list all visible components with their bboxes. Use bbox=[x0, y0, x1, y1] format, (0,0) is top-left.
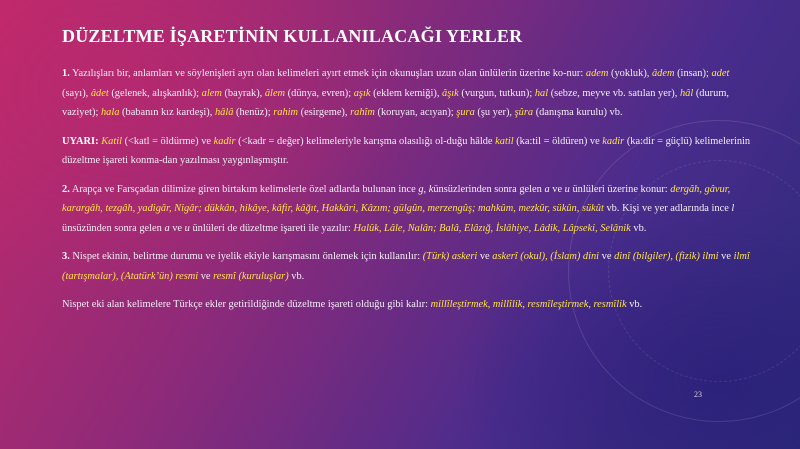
letter-italic: u bbox=[564, 183, 570, 195]
text-span: ünsüzünden sonra gelen bbox=[62, 222, 165, 234]
text-span: ve bbox=[169, 222, 185, 234]
text-span: (insan); bbox=[674, 68, 712, 79]
text-span: (şu yer), bbox=[474, 107, 515, 118]
text-span: (sayı), bbox=[62, 87, 91, 99]
paragraph-3 bbox=[62, 247, 752, 286]
text-span: ve bbox=[718, 251, 734, 262]
text-span: ve bbox=[549, 183, 565, 195]
text-span: (eklem kemiği), bbox=[370, 87, 443, 99]
text-span: (durum, vaziyet); bbox=[62, 87, 730, 118]
text-span: (ka:til = öldüren) ve bbox=[513, 135, 603, 147]
warning-label: UYARI: bbox=[62, 135, 99, 147]
text-span: ünsüzlerinden sonra gelen bbox=[433, 183, 545, 195]
letter-italic: a bbox=[544, 183, 550, 195]
paragraph-1 bbox=[62, 64, 752, 123]
example-word: âdet bbox=[90, 87, 109, 99]
text-span: (esirgeme), bbox=[298, 107, 351, 118]
slide-title: DÜZELTME İŞARETİNİN KULLANILACAĞI YERLER bbox=[62, 26, 523, 46]
text-span: (dünya, evren); bbox=[285, 87, 354, 99]
text-span: ve bbox=[198, 270, 214, 282]
text-span: (danışma kurulu) vb. bbox=[533, 107, 623, 118]
letter-italic: l bbox=[731, 203, 735, 214]
example-list: millîleştirmek, millîlik, resmîleştirmek, resmîlik bbox=[430, 299, 627, 310]
text-span: Arapça ve Farsçadan dilimize giren birtakım kelimelerle özel adlarda bulunan ince bbox=[69, 183, 419, 195]
example-word: âşık bbox=[442, 87, 459, 99]
text-span: (ka:dir = güçlü) kelimelerinin düzeltme işareti konma-dan yazılması yaygınlaşmıştır. bbox=[62, 135, 751, 166]
example-word: adet bbox=[711, 68, 730, 79]
item-number: 1. bbox=[62, 68, 70, 79]
example-word: hâlâ bbox=[214, 107, 234, 118]
example-word: şûra bbox=[514, 107, 534, 118]
example-word: alem bbox=[201, 87, 222, 99]
example-word: (Türk) askeri bbox=[422, 251, 478, 262]
example-word: hala bbox=[100, 107, 120, 118]
text-span: (bayrak), bbox=[221, 87, 265, 99]
text-span: (vurgun, tutkun); bbox=[458, 87, 535, 99]
example-word: kadir bbox=[602, 135, 625, 147]
example-word: şura bbox=[456, 107, 475, 118]
example-word: askerî (okul), (İslam) dini bbox=[492, 251, 600, 262]
text-span: (henüz); bbox=[233, 107, 274, 118]
paragraph-2 bbox=[62, 180, 752, 239]
text-span: ünlüleri üzerine konur: bbox=[569, 183, 671, 195]
example-word: aşık bbox=[353, 87, 371, 99]
item-number: 3. bbox=[62, 251, 70, 262]
item-number: 2. bbox=[62, 183, 70, 195]
text-span: (babanın kız kardeşi), bbox=[119, 107, 215, 118]
letter-italic: u bbox=[184, 222, 190, 234]
example-word: resmî (kuruluşlar) bbox=[213, 270, 289, 282]
text-span: ünlüleri de düzeltme işareti ile yazılır: bbox=[189, 222, 354, 234]
example-word: kadir bbox=[213, 135, 236, 147]
text-span: vb. bbox=[288, 270, 305, 282]
text-span: Nispet eki alan kelimelere Türkçe ekler getirildiğinde düzeltme işareti olduğu gibi kalır: bbox=[62, 299, 431, 310]
paragraph-4 bbox=[62, 295, 752, 315]
text-span: (<kadr = değer) kelimeleriyle karışma olasılığı ol-duğu hâlde bbox=[235, 135, 496, 147]
page-number: 23 bbox=[694, 390, 702, 399]
text-span: (<katl = öldürme) ve bbox=[121, 135, 214, 147]
text-span: , bbox=[423, 183, 429, 195]
example-word: adem bbox=[585, 68, 609, 79]
example-word: Katil bbox=[101, 135, 122, 147]
example-word: hal bbox=[534, 87, 549, 99]
example-word: katil bbox=[495, 135, 514, 147]
warning-paragraph bbox=[62, 132, 752, 171]
text-span: vb. bbox=[626, 299, 643, 310]
example-word: hâl bbox=[679, 87, 694, 99]
slide-content bbox=[62, 26, 752, 324]
example-word: rahim bbox=[273, 107, 299, 118]
text-span: (koruyan, acıyan); bbox=[374, 107, 457, 118]
example-word: dinî (bilgiler), (fizik) ilmi bbox=[614, 251, 719, 262]
text-span: vb. Kişi ve yer adlarında ince bbox=[603, 203, 732, 214]
example-word: âlem bbox=[264, 87, 286, 99]
letter-italic: k bbox=[428, 183, 434, 195]
letter-italic: a bbox=[164, 222, 170, 234]
text-span: (gelenek, alışkanlık); bbox=[108, 87, 202, 99]
example-list: Halûk, Lâle, Nalân; Balâ, Elâzığ, İslâhiye, Lâdik, Lâpseki, Selânik bbox=[353, 222, 631, 234]
example-word: rahîm bbox=[350, 107, 375, 118]
letter-italic: g bbox=[418, 183, 424, 195]
example-word: ilmî (tartışmalar), (Atatürk’ün) resmi bbox=[62, 251, 750, 282]
example-list: dergâh, gâvur, karargâh, tezgâh, yadigâr, Nigâr; dükkân, hikâye, kâfir, kâğıt, Hakkâri, Kâzım; gülgûn, merzengûş; mahkûm, mezkûr, sükûn, sükût bbox=[62, 183, 731, 214]
text-span: ve bbox=[477, 251, 493, 262]
text-span: ve bbox=[599, 251, 615, 262]
text-span: Yazılışları bir, anlamları ve söylenişleri ayrı olan kelimeleri ayırt etmek için okunuşları uzun olan ünlülerin üzerine ko-nur: bbox=[69, 68, 586, 79]
text-span: (yokluk), bbox=[608, 68, 652, 79]
text-span: (sebze, meyve vb. satılan yer), bbox=[548, 87, 680, 99]
text-span: vb. bbox=[630, 222, 647, 234]
example-word: âdem bbox=[651, 68, 675, 79]
text-span: Nispet ekinin, belirtme durumu ve iyelik ekiyle karışmasını önlemek için kullanılır: bbox=[69, 251, 423, 262]
